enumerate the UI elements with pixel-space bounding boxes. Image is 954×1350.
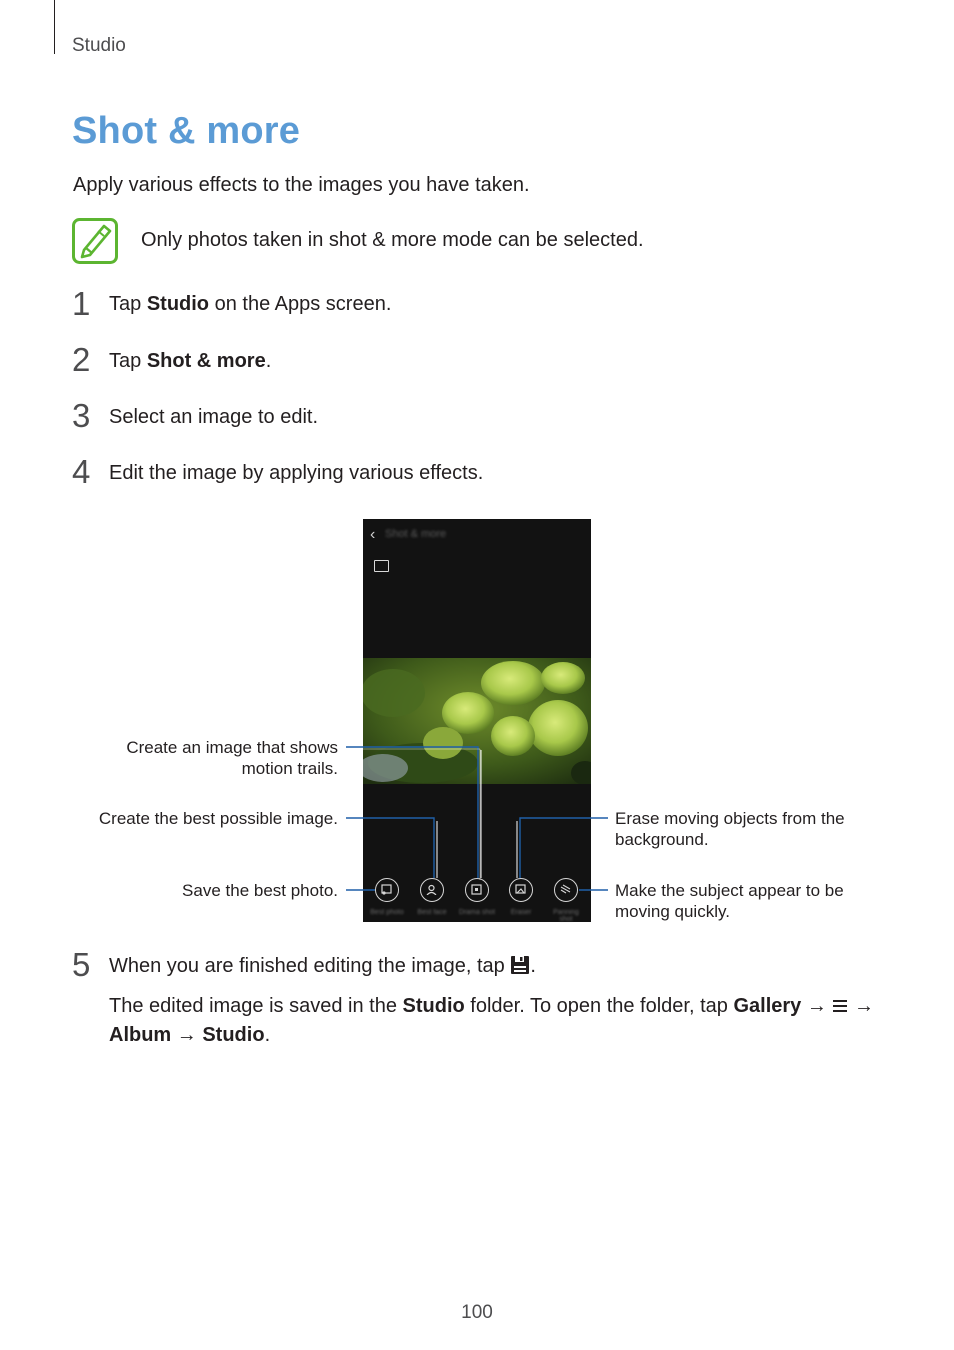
- step-number: 5: [72, 946, 91, 983]
- step-text: Tap Shot & more.: [109, 350, 272, 372]
- best-photo-button[interactable]: [375, 878, 399, 902]
- note-text: Only photos taken in shot & more mode can be selected.: [141, 229, 644, 251]
- panning-shot-icon: [560, 884, 571, 895]
- effect-label: Best photo: [370, 909, 404, 916]
- eraser-button[interactable]: [509, 878, 533, 902]
- intro-text: Apply various effects to the images you have taken.: [73, 174, 530, 196]
- note-pencil-icon: [72, 218, 118, 264]
- page-title: Shot & more: [72, 110, 301, 152]
- best-photo-icon: [381, 884, 392, 895]
- shot-more-badge-icon: [374, 560, 389, 572]
- step-number: 3: [72, 397, 91, 434]
- step-text: Tap Studio on the Apps screen.: [109, 293, 392, 315]
- callout-moving: Make the subject appear to be moving quickly.: [615, 881, 844, 921]
- effect-label: Drama shot: [458, 909, 496, 916]
- phone-screenshot: [363, 519, 591, 922]
- effect-label: Eraser: [510, 909, 532, 916]
- drama-shot-button[interactable]: [465, 878, 489, 902]
- best-face-icon: [426, 884, 437, 895]
- effect-label: Panning shot: [553, 909, 579, 923]
- step-number: 1: [72, 285, 91, 322]
- flower-photo: [363, 658, 591, 784]
- effect-label: Best face: [417, 909, 447, 916]
- callout-save-best: Save the best photo.: [182, 881, 338, 900]
- page-edge-line: [54, 0, 55, 54]
- step-text: When you are finished editing the image, tap .: [109, 955, 536, 977]
- panning-shot-button[interactable]: [554, 878, 578, 902]
- app-bar: [363, 519, 591, 555]
- callout-motion-trails: Create an image that shows motion trails.: [126, 738, 338, 778]
- step-number: 2: [72, 341, 91, 378]
- callout-best-image: Create the best possible image.: [98, 809, 338, 828]
- page-number: 100: [461, 1302, 493, 1323]
- step-number: 4: [72, 453, 91, 490]
- callout-erase: Erase moving objects from the background.: [615, 809, 845, 849]
- step5-detail: The edited image is saved in the Studio folder. To open the folder, tap Gallery → → Album → Studio.: [109, 995, 874, 1046]
- menu-icon: [832, 998, 848, 1014]
- best-face-button[interactable]: [420, 878, 444, 902]
- eraser-icon: [515, 884, 526, 895]
- step-text: Edit the image by applying various effects.: [109, 462, 484, 484]
- screen-title: Shot & more: [385, 528, 447, 540]
- drama-shot-icon: [471, 884, 482, 895]
- save-icon: [510, 955, 530, 975]
- step-text: Select an image to edit.: [109, 406, 319, 428]
- running-header: Studio: [72, 35, 126, 56]
- chevron-left-icon[interactable]: ‹: [370, 526, 376, 543]
